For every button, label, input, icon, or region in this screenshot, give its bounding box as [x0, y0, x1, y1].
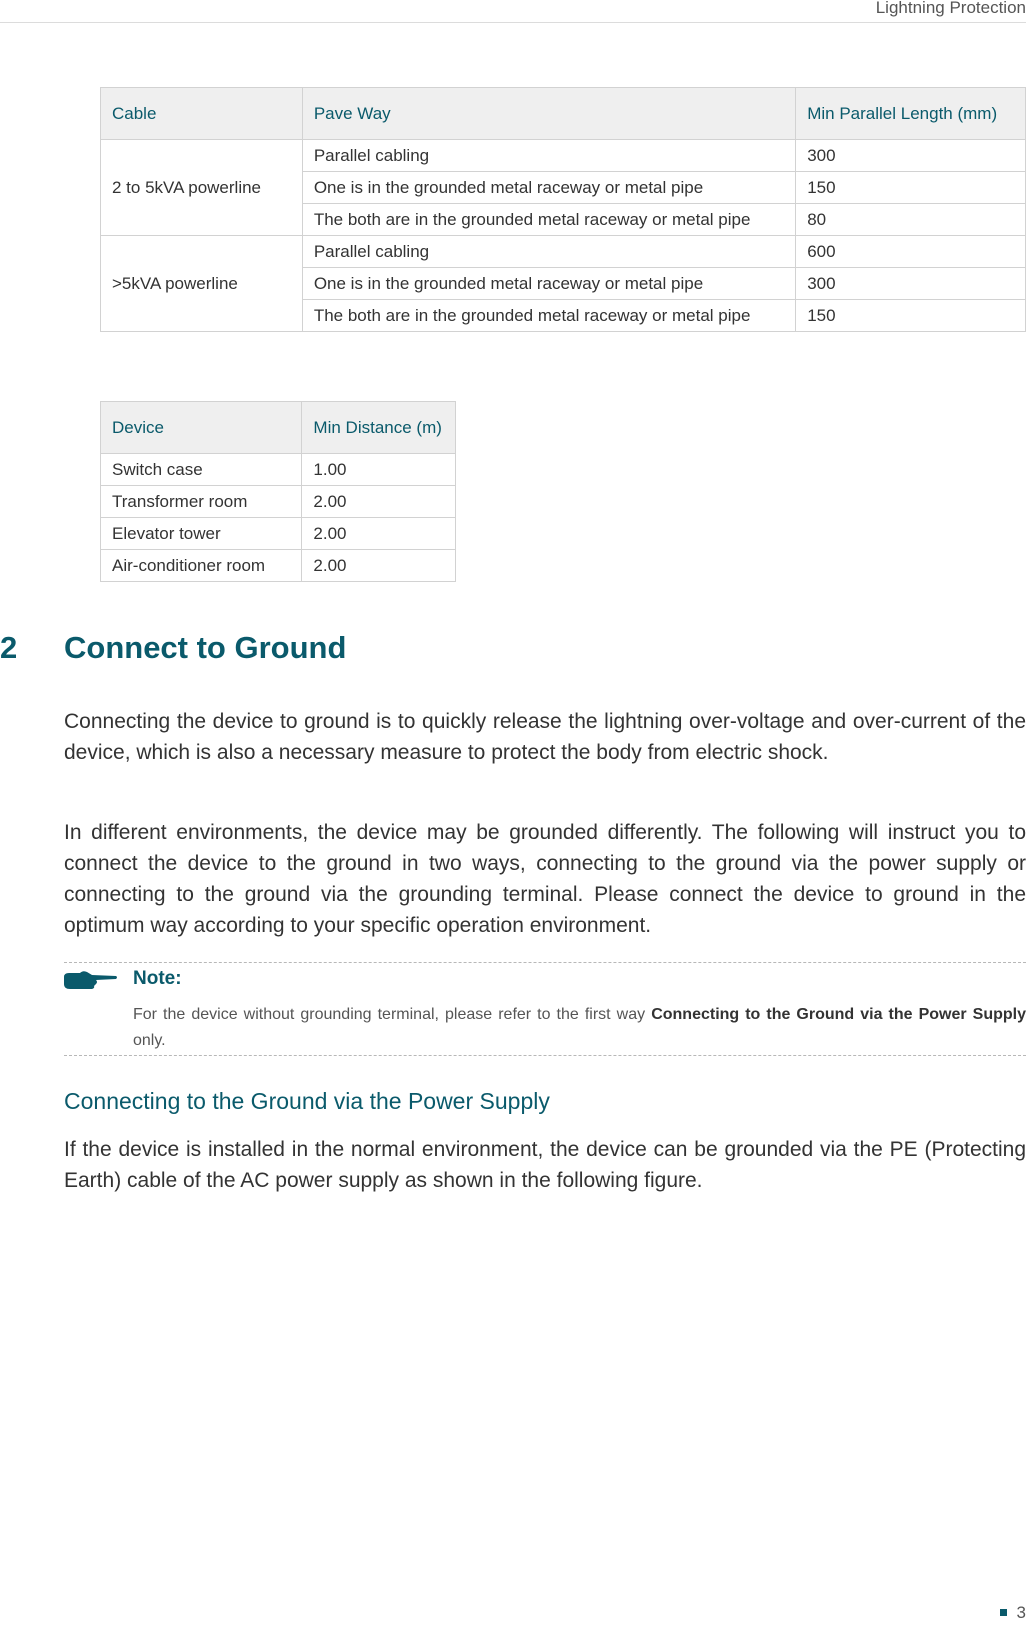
note-text [133, 1002, 1026, 1054]
section-paragraph: In different environments, the device may be grounded differently. The following will instruct you to connect the device to the ground in two ways, connecting to the ground via the power supply or connecting to the ground via the grounding terminal. Please connect the device to ground in the optimum way according to your specific operation environment. [64, 821, 1026, 937]
column-header-device: Device [101, 402, 302, 454]
table-row [101, 550, 456, 582]
device-distance-table [100, 401, 456, 582]
table-row [101, 486, 456, 518]
note-text-before: For the device without grounding terminal, please refer to the first way [133, 1006, 652, 1023]
cable-distance-table [100, 87, 1026, 332]
distance-cell: 1.00 [302, 454, 456, 486]
section-paragraph: Connecting the device to ground is to quickly release the lightning over-voltage and over-current of the device, which is also a necessary measure to protect the body from electric shock. [64, 710, 1026, 764]
pave-way-cell: The both are in the grounded metal raceway or metal pipe [302, 300, 795, 332]
page-number: 3 [1016, 1603, 1026, 1622]
pave-way-cell: One is in the grounded metal raceway or metal pipe [302, 172, 795, 204]
length-cell: 600 [796, 236, 1026, 268]
device-cell: Elevator tower [101, 518, 302, 550]
note-divider-top [64, 962, 1026, 963]
table-row [101, 518, 456, 550]
subsection-title: Connecting to the Ground via the Power Supply [64, 1088, 550, 1114]
length-cell: 80 [796, 204, 1026, 236]
column-header-cable: Cable [101, 88, 303, 140]
running-header [0, 0, 1026, 23]
note-label: Note: [133, 968, 182, 989]
header-title: Lightning Protection [875, 0, 1026, 17]
pave-way-cell: Parallel cabling [302, 140, 795, 172]
pave-way-cell: The both are in the grounded metal raceway or metal pipe [302, 204, 795, 236]
length-cell: 300 [796, 268, 1026, 300]
note-link-text: Connecting to the Ground via the Power Supply [651, 1006, 1026, 1023]
pave-way-cell: Parallel cabling [302, 236, 795, 268]
table-header-row [101, 88, 1026, 140]
pointing-hand-icon [62, 969, 118, 991]
note-divider-bottom [64, 1055, 1026, 1056]
table-row [101, 236, 1026, 268]
length-cell: 150 [796, 172, 1026, 204]
device-cell: Air-conditioner room [101, 550, 302, 582]
table-header-row [101, 402, 456, 454]
column-header-pave-way: Pave Way [302, 88, 795, 140]
table-row [101, 140, 1026, 172]
distance-cell: 2.00 [302, 518, 456, 550]
column-header-min-distance: Min Distance (m) [302, 402, 456, 454]
length-cell: 300 [796, 140, 1026, 172]
column-header-min-parallel-length: Min Parallel Length (mm) [796, 88, 1026, 140]
table-row [101, 454, 456, 486]
distance-cell: 2.00 [302, 486, 456, 518]
pave-way-cell: One is in the grounded metal raceway or metal pipe [302, 268, 795, 300]
note-text-after: only. [133, 1032, 166, 1049]
cable-cell: >5kVA powerline [101, 236, 303, 332]
device-cell: Switch case [101, 454, 302, 486]
footer-square-icon [1000, 1609, 1007, 1616]
section-title: Connect to Ground [64, 630, 347, 665]
page-footer [1000, 1603, 1026, 1623]
cable-cell: 2 to 5kVA powerline [101, 140, 303, 236]
device-cell: Transformer room [101, 486, 302, 518]
distance-cell: 2.00 [302, 550, 456, 582]
length-cell: 150 [796, 300, 1026, 332]
subsection-paragraph: If the device is installed in the normal environment, the device can be grounded via the PE (Protecting Earth) cable of the AC power supply as shown in the following figure. [64, 1138, 1026, 1192]
section-number: 2 [0, 630, 18, 665]
